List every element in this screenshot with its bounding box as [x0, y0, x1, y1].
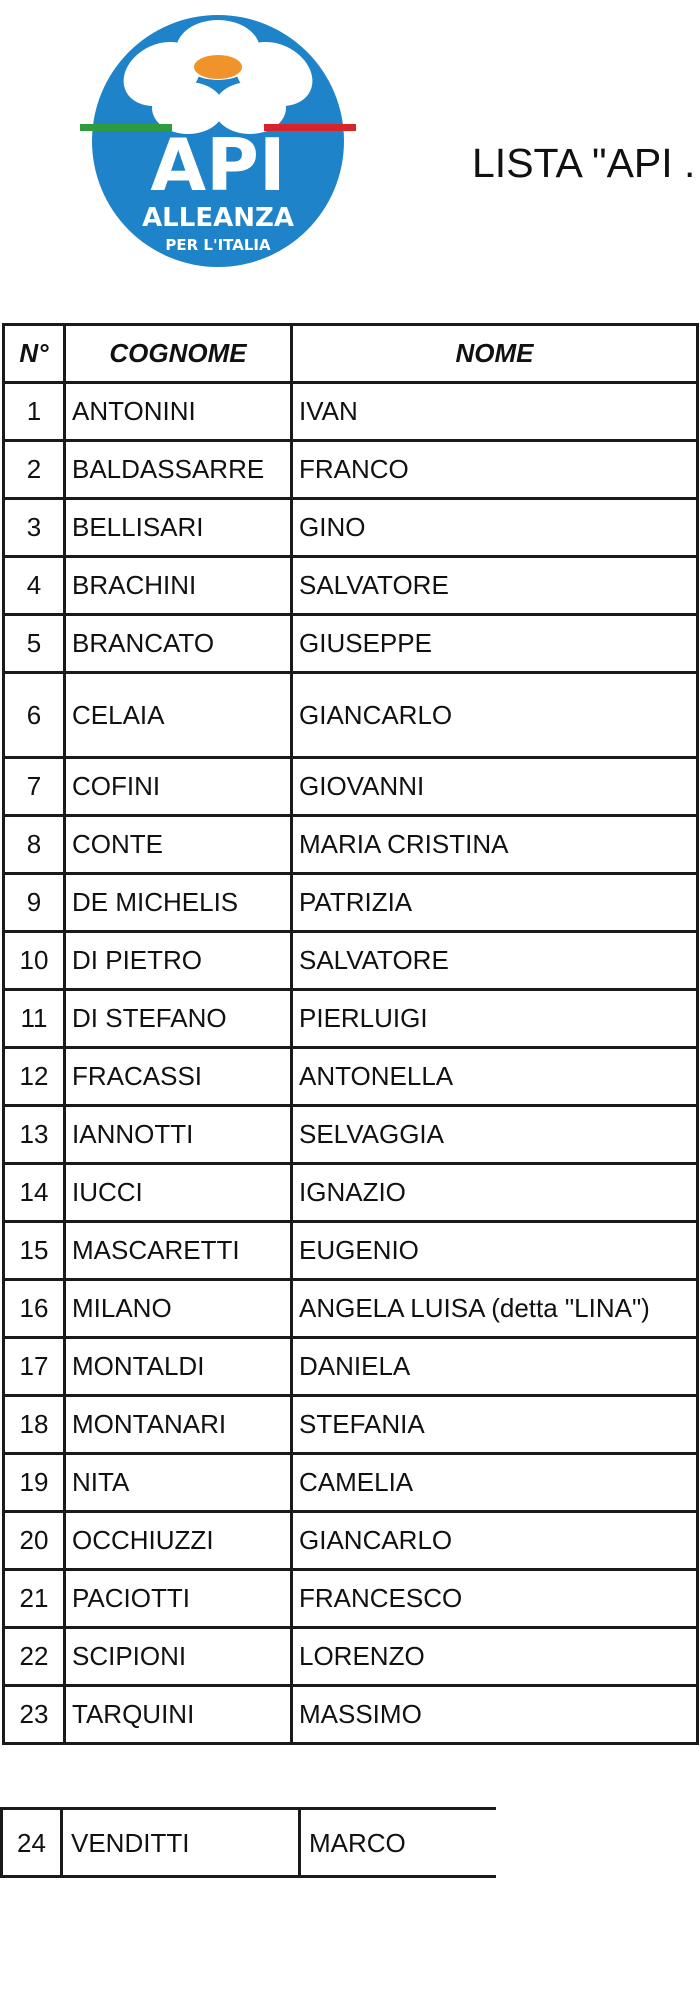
header-surname: COGNOME: [65, 325, 292, 383]
row-number: 16: [4, 1280, 65, 1338]
row-first-name: CAMELIA: [292, 1454, 698, 1512]
table-header-row: [4, 325, 698, 383]
row-number: 15: [4, 1222, 65, 1280]
table-row: [4, 874, 698, 932]
table-row: [4, 816, 698, 874]
row-first-name: FRANCESCO: [292, 1570, 698, 1628]
table-row-last: [0, 1808, 496, 1878]
row-surname: IANNOTTI: [65, 1106, 292, 1164]
row-surname: COFINI: [65, 758, 292, 816]
row-first-name: PATRIZIA: [292, 874, 698, 932]
flower-center: [194, 55, 242, 79]
row-first-name: MASSIMO: [292, 1686, 698, 1744]
row-first-name: IVAN: [292, 383, 698, 441]
row-number: 21: [4, 1570, 65, 1628]
table-row: [4, 557, 698, 615]
row-number: 2: [4, 441, 65, 499]
list-title: LISTA "API .: [472, 140, 696, 186]
table-row: [4, 1512, 698, 1570]
row-first-name: GINO: [292, 499, 698, 557]
row-first-name: SALVATORE: [292, 932, 698, 990]
row-surname: MASCARETTI: [65, 1222, 292, 1280]
row-surname: OCCHIUZZI: [65, 1512, 292, 1570]
row-surname: CELAIA: [65, 673, 292, 758]
row-first-name: ANGELA LUISA (detta "LINA"): [292, 1280, 698, 1338]
row-surname: MONTANARI: [65, 1396, 292, 1454]
table-row: [4, 1686, 698, 1744]
row-surname: MILANO: [65, 1280, 292, 1338]
row-number: 3: [4, 499, 65, 557]
table-row: [4, 932, 698, 990]
row-first-name: GIANCARLO: [292, 673, 698, 758]
row-number: 6: [4, 673, 65, 758]
candidates-table: [2, 323, 699, 1745]
table-row: [4, 1164, 698, 1222]
table-row: [4, 1396, 698, 1454]
row-surname: CONTE: [65, 816, 292, 874]
row-number: 1: [4, 383, 65, 441]
row-divider: [0, 1875, 496, 1878]
row-surname: FRACASSI: [65, 1048, 292, 1106]
row-number: 23: [4, 1686, 65, 1744]
row-first-name: DANIELA: [292, 1338, 698, 1396]
table-row: [4, 990, 698, 1048]
table-row: [4, 673, 698, 758]
row-number: 18: [4, 1396, 65, 1454]
row-first-name: LORENZO: [292, 1628, 698, 1686]
row-surname: ANTONINI: [65, 383, 292, 441]
row-surname: BELLISARI: [65, 499, 292, 557]
row-surname: SCIPIONI: [65, 1628, 292, 1686]
row-number: 5: [4, 615, 65, 673]
row-number: 17: [4, 1338, 65, 1396]
party-logo: [70, 12, 366, 270]
row-first-name: GIUSEPPE: [292, 615, 698, 673]
row-number: 14: [4, 1164, 65, 1222]
row-first-name: FRANCO: [292, 441, 698, 499]
row-surname: DE MICHELIS: [65, 874, 292, 932]
table-row: [4, 1106, 698, 1164]
row-number: 4: [4, 557, 65, 615]
row-first-name: MARCO: [309, 1827, 406, 1858]
row-first-name: SELVAGGIA: [292, 1106, 698, 1164]
row-surname: IUCCI: [65, 1164, 292, 1222]
table-row: [4, 499, 698, 557]
row-surname: NITA: [65, 1454, 292, 1512]
row-first-name: EUGENIO: [292, 1222, 698, 1280]
table-row: [4, 615, 698, 673]
row-surname: DI STEFANO: [65, 990, 292, 1048]
table-row: [4, 1048, 698, 1106]
row-first-name: PIERLUIGI: [292, 990, 698, 1048]
row-number: 19: [4, 1454, 65, 1512]
table-row: [4, 383, 698, 441]
row-surname: BALDASSARRE: [65, 441, 292, 499]
header-first-name: NOME: [292, 325, 698, 383]
logo-line1: ALLEANZA: [142, 203, 294, 233]
row-first-name: MARIA CRISTINA: [292, 816, 698, 874]
row-surname: VENDITTI: [63, 1808, 301, 1878]
row-number: 10: [4, 932, 65, 990]
table-row: [4, 1222, 698, 1280]
row-number: 13: [4, 1106, 65, 1164]
table-row: [4, 1280, 698, 1338]
table-row: [4, 1570, 698, 1628]
row-first-name: SALVATORE: [292, 557, 698, 615]
row-number: 12: [4, 1048, 65, 1106]
row-number: 7: [4, 758, 65, 816]
row-surname: BRACHINI: [65, 557, 292, 615]
table-row: [4, 1628, 698, 1686]
table-row: [4, 441, 698, 499]
row-first-name: STEFANIA: [292, 1396, 698, 1454]
row-number: 8: [4, 816, 65, 874]
row-surname: TARQUINI: [65, 1686, 292, 1744]
row-number: 9: [4, 874, 65, 932]
header-number: N°: [4, 325, 65, 383]
row-first-name: GIANCARLO: [292, 1512, 698, 1570]
row-number: 11: [4, 990, 65, 1048]
logo-line2: PER L'ITALIA: [165, 236, 271, 254]
row-surname: MONTALDI: [65, 1338, 292, 1396]
row-surname: DI PIETRO: [65, 932, 292, 990]
row-number: 22: [4, 1628, 65, 1686]
row-surname: BRANCATO: [65, 615, 292, 673]
table-row: [4, 1454, 698, 1512]
row-surname: PACIOTTI: [65, 1570, 292, 1628]
row-number: 24: [0, 1808, 63, 1878]
row-number: 20: [4, 1512, 65, 1570]
row-first-name: GIOVANNI: [292, 758, 698, 816]
table-row: [4, 758, 698, 816]
table-row: [4, 1338, 698, 1396]
row-first-name: IGNAZIO: [292, 1164, 698, 1222]
logo-name: API: [150, 123, 286, 207]
row-first-name: ANTONELLA: [292, 1048, 698, 1106]
